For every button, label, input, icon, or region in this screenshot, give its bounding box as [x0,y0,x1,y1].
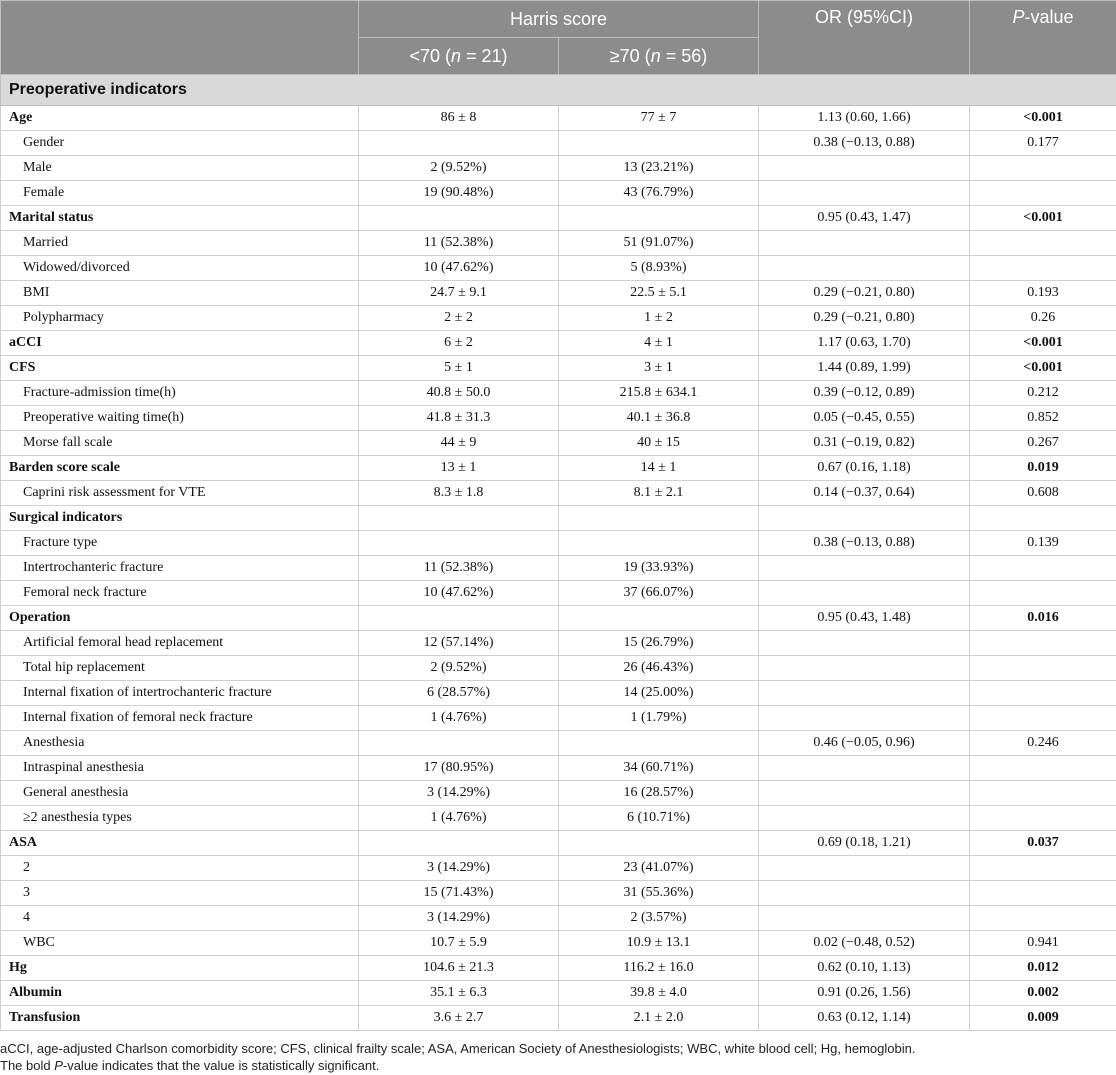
cell-harris-high: 4 ± 1 [559,331,759,356]
cell-harris-high: 31 (55.36%) [559,881,759,906]
cell-or-ci [759,806,970,831]
cell-harris-low: 12 (57.14%) [359,631,559,656]
table-row [1,1006,1116,1031]
cell-harris-low: 10 (47.62%) [359,581,559,606]
cell-p-value [970,681,1116,706]
cell-harris-high: 34 (60.71%) [559,756,759,781]
cell-harris-low: 104.6 ± 21.3 [359,956,559,981]
cell-or-ci [759,581,970,606]
cell-or-ci: 0.69 (0.18, 1.21) [759,831,970,856]
footnote-significance [0,1057,915,1074]
cell-p-value: 0.212 [970,381,1116,406]
cell-p-value [970,881,1116,906]
row-label: CFS [1,356,359,381]
table-row [1,331,1116,356]
header-harris-low [359,38,559,75]
cell-or-ci: 1.13 (0.60, 1.66) [759,106,970,131]
table-row [1,306,1116,331]
row-label: Total hip replacement [1,656,359,681]
cell-harris-low: 11 (52.38%) [359,556,559,581]
header-p-value [970,1,1116,75]
row-label: Anesthesia [1,731,359,756]
table-row [1,556,1116,581]
cell-harris-high: 37 (66.07%) [559,581,759,606]
table-row [1,406,1116,431]
cell-or-ci [759,706,970,731]
cell-p-value: 0.26 [970,306,1116,331]
table-row [1,781,1116,806]
cell-p-value [970,706,1116,731]
table-row [1,681,1116,706]
cell-harris-low [359,606,559,631]
cell-p-value: 0.852 [970,406,1116,431]
cell-harris-high: 16 (28.57%) [559,781,759,806]
cell-p-value: 0.177 [970,131,1116,156]
cell-or-ci: 0.39 (−0.12, 0.89) [759,381,970,406]
cell-harris-low: 3.6 ± 2.7 [359,1006,559,1031]
table-body [1,75,1116,1031]
cell-or-ci [759,556,970,581]
table-row [1,381,1116,406]
row-label: Artificial femoral head replacement [1,631,359,656]
cell-p-value: <0.001 [970,106,1116,131]
cell-harris-high: 13 (23.21%) [559,156,759,181]
cell-or-ci: 0.02 (−0.48, 0.52) [759,931,970,956]
row-label: 2 [1,856,359,881]
header-low-n: n [450,45,461,66]
cell-or-ci: 0.38 (−0.13, 0.88) [759,531,970,556]
cell-or-ci: 1.17 (0.63, 1.70) [759,331,970,356]
header-high-suffix: = 56) [660,45,708,66]
cell-p-value [970,631,1116,656]
table-row [1,631,1116,656]
table-row [1,881,1116,906]
cell-p-value: 0.267 [970,431,1116,456]
cell-p-value: <0.001 [970,356,1116,381]
cell-harris-high: 2.1 ± 2.0 [559,1006,759,1031]
row-label: Male [1,156,359,181]
cell-harris-high: 22.5 ± 5.1 [559,281,759,306]
cell-or-ci: 0.38 (−0.13, 0.88) [759,131,970,156]
table-row [1,931,1116,956]
table-row [1,456,1116,481]
cell-harris-high: 116.2 ± 16.0 [559,956,759,981]
table-row [1,181,1116,206]
cell-harris-low [359,506,559,531]
cell-p-value: 0.002 [970,981,1116,1006]
cell-p-value [970,756,1116,781]
row-label: Hg [1,956,359,981]
footnote-post: -value indicates that the value is statistically significant. [62,1058,380,1073]
cell-harris-low: 2 ± 2 [359,306,559,331]
cell-harris-low [359,731,559,756]
table-row [1,756,1116,781]
cell-harris-low: 6 ± 2 [359,331,559,356]
cell-or-ci: 0.62 (0.10, 1.13) [759,956,970,981]
cell-p-value [970,556,1116,581]
header-low-prefix: <70 ( [409,45,451,66]
cell-or-ci [759,181,970,206]
cell-or-ci [759,856,970,881]
cell-p-value [970,181,1116,206]
header-p-suffix: -value [1024,7,1074,27]
cell-p-value: 0.019 [970,456,1116,481]
cell-p-value [970,156,1116,181]
cell-or-ci [759,156,970,181]
table-row [1,656,1116,681]
table-row [1,606,1116,631]
cell-harris-high: 2 (3.57%) [559,906,759,931]
cell-harris-low: 10 (47.62%) [359,256,559,281]
cell-p-value: 0.016 [970,606,1116,631]
cell-harris-low: 2 (9.52%) [359,656,559,681]
section-title: Preoperative indicators [1,75,1116,106]
table-row [1,856,1116,881]
cell-harris-low: 8.3 ± 1.8 [359,481,559,506]
cell-p-value [970,581,1116,606]
table-row [1,906,1116,931]
cell-or-ci: 0.46 (−0.05, 0.96) [759,731,970,756]
cell-harris-high: 3 ± 1 [559,356,759,381]
cell-harris-high [559,731,759,756]
cell-harris-high: 1 (1.79%) [559,706,759,731]
cell-harris-low: 41.8 ± 31.3 [359,406,559,431]
table-row [1,106,1116,131]
cell-harris-low: 40.8 ± 50.0 [359,381,559,406]
header-or-ci: OR (95%CI) [759,1,970,75]
cell-harris-high: 39.8 ± 4.0 [559,981,759,1006]
footnote-p-letter: P [54,1058,63,1073]
row-label: Female [1,181,359,206]
row-label: Widowed/divorced [1,256,359,281]
row-label: 4 [1,906,359,931]
row-label: Internal fixation of femoral neck fracture [1,706,359,731]
table-row [1,256,1116,281]
cell-p-value: <0.001 [970,331,1116,356]
cell-harris-high: 5 (8.93%) [559,256,759,281]
table-row [1,281,1116,306]
cell-p-value: 0.246 [970,731,1116,756]
table-row [1,206,1116,231]
cell-harris-high: 8.1 ± 2.1 [559,481,759,506]
row-label: Marital status [1,206,359,231]
cell-harris-low: 1 (4.76%) [359,706,559,731]
cell-harris-low: 3 (14.29%) [359,856,559,881]
row-label: Gender [1,131,359,156]
table-row [1,956,1116,981]
cell-harris-high: 43 (76.79%) [559,181,759,206]
cell-or-ci: 0.63 (0.12, 1.14) [759,1006,970,1031]
row-label: Polypharmacy [1,306,359,331]
cell-harris-high: 23 (41.07%) [559,856,759,881]
table-row [1,481,1116,506]
cell-p-value [970,256,1116,281]
row-label: Intraspinal anesthesia [1,756,359,781]
row-label: BMI [1,281,359,306]
cell-harris-low [359,831,559,856]
table-row [1,806,1116,831]
cell-or-ci [759,256,970,281]
cell-harris-low: 5 ± 1 [359,356,559,381]
cell-or-ci: 0.95 (0.43, 1.48) [759,606,970,631]
cell-harris-high [559,606,759,631]
cell-harris-high: 1 ± 2 [559,306,759,331]
cell-or-ci [759,631,970,656]
cell-p-value: 0.139 [970,531,1116,556]
cell-p-value [970,856,1116,881]
cell-or-ci [759,781,970,806]
row-label: Barden score scale [1,456,359,481]
row-label: Albumin [1,981,359,1006]
cell-harris-low: 3 (14.29%) [359,781,559,806]
cell-or-ci [759,906,970,931]
table-row [1,581,1116,606]
cell-or-ci [759,681,970,706]
cell-harris-high [559,206,759,231]
row-label: WBC [1,931,359,956]
cell-harris-low: 35.1 ± 6.3 [359,981,559,1006]
row-label: 3 [1,881,359,906]
cell-or-ci: 0.14 (−0.37, 0.64) [759,481,970,506]
cell-harris-high: 6 (10.71%) [559,806,759,831]
header-high-prefix: ≥70 ( [609,45,651,66]
cell-or-ci [759,756,970,781]
row-label: Morse fall scale [1,431,359,456]
cell-harris-low: 2 (9.52%) [359,156,559,181]
cell-harris-low: 3 (14.29%) [359,906,559,931]
cell-harris-high: 14 ± 1 [559,456,759,481]
row-label: Femoral neck fracture [1,581,359,606]
cell-or-ci: 0.67 (0.16, 1.18) [759,456,970,481]
row-label: Transfusion [1,1006,359,1031]
cell-harris-high: 40.1 ± 36.8 [559,406,759,431]
cell-harris-high: 40 ± 15 [559,431,759,456]
cell-or-ci: 0.31 (−0.19, 0.82) [759,431,970,456]
cell-harris-high [559,131,759,156]
cell-or-ci [759,656,970,681]
cell-or-ci: 0.95 (0.43, 1.47) [759,206,970,231]
row-label: Caprini risk assessment for VTE [1,481,359,506]
cell-harris-high: 10.9 ± 13.1 [559,931,759,956]
cell-harris-high: 77 ± 7 [559,106,759,131]
cell-harris-low: 1 (4.76%) [359,806,559,831]
cell-harris-high: 51 (91.07%) [559,231,759,256]
table-row [1,531,1116,556]
table-row [1,156,1116,181]
footnote-pre: The bold [0,1058,55,1073]
row-label: Age [1,106,359,131]
cell-or-ci: 0.05 (−0.45, 0.55) [759,406,970,431]
table-row [1,356,1116,381]
cell-harris-low: 6 (28.57%) [359,681,559,706]
row-label: Fracture type [1,531,359,556]
cell-p-value: <0.001 [970,206,1116,231]
cell-harris-high [559,831,759,856]
row-label: ASA [1,831,359,856]
cell-harris-high: 19 (33.93%) [559,556,759,581]
cell-or-ci: 1.44 (0.89, 1.99) [759,356,970,381]
cell-or-ci: 0.91 (0.26, 1.56) [759,981,970,1006]
cell-harris-high: 15 (26.79%) [559,631,759,656]
cell-harris-low: 15 (71.43%) [359,881,559,906]
table-footnotes [0,1040,915,1074]
table-row [1,231,1116,256]
cell-harris-high: 14 (25.00%) [559,681,759,706]
cell-harris-high: 215.8 ± 634.1 [559,381,759,406]
cell-harris-low [359,531,559,556]
table-header [1,1,1116,75]
cell-p-value: 0.941 [970,931,1116,956]
cell-p-value [970,781,1116,806]
cell-p-value [970,806,1116,831]
cell-harris-high [559,531,759,556]
row-label: ≥2 anesthesia types [1,806,359,831]
table-row [1,706,1116,731]
cell-or-ci: 0.29 (−0.21, 0.80) [759,306,970,331]
row-label: Married [1,231,359,256]
table-row [1,981,1116,1006]
cell-harris-low [359,206,559,231]
cell-p-value [970,906,1116,931]
cell-p-value: 0.009 [970,1006,1116,1031]
header-harris-high [559,38,759,75]
table-row [1,431,1116,456]
cell-harris-low: 19 (90.48%) [359,181,559,206]
cell-or-ci [759,881,970,906]
table-row [1,131,1116,156]
cell-harris-low: 44 ± 9 [359,431,559,456]
header-p-letter: P [1012,7,1025,27]
header-high-n: n [650,45,661,66]
cell-p-value [970,656,1116,681]
cell-p-value: 0.037 [970,831,1116,856]
row-label: Surgical indicators [1,506,359,531]
cell-p-value: 0.012 [970,956,1116,981]
cell-harris-high [559,506,759,531]
row-label: Internal fixation of intertrochanteric fracture [1,681,359,706]
row-label: General anesthesia [1,781,359,806]
footnote-abbreviations: aCCI, age-adjusted Charlson comorbidity score; CFS, clinical frailty scale; ASA, American Society of Anesthesiologists; WBC, white blood cell; Hg, hemoglobin. [0,1041,916,1056]
cell-p-value: 0.193 [970,281,1116,306]
cell-harris-low: 13 ± 1 [359,456,559,481]
cell-harris-low: 24.7 ± 9.1 [359,281,559,306]
cell-harris-low: 11 (52.38%) [359,231,559,256]
header-harris-score: Harris score [359,1,759,38]
cell-or-ci: 0.29 (−0.21, 0.80) [759,281,970,306]
cell-harris-low: 17 (80.95%) [359,756,559,781]
cell-p-value: 0.608 [970,481,1116,506]
header-label-column [1,1,359,75]
cell-harris-low: 86 ± 8 [359,106,559,131]
cell-or-ci [759,506,970,531]
cell-harris-high: 26 (46.43%) [559,656,759,681]
table-row [1,731,1116,756]
row-label: aCCI [1,331,359,356]
row-label: Fracture-admission time(h) [1,381,359,406]
table-row [1,506,1116,531]
cell-p-value [970,506,1116,531]
cell-p-value [970,231,1116,256]
cell-harris-low: 10.7 ± 5.9 [359,931,559,956]
row-label: Operation [1,606,359,631]
section-row [1,75,1116,106]
row-label: Preoperative waiting time(h) [1,406,359,431]
cell-or-ci [759,231,970,256]
cell-harris-low [359,131,559,156]
row-label: Intertrochanteric fracture [1,556,359,581]
header-low-suffix: = 21) [461,45,508,66]
table-row [1,831,1116,856]
